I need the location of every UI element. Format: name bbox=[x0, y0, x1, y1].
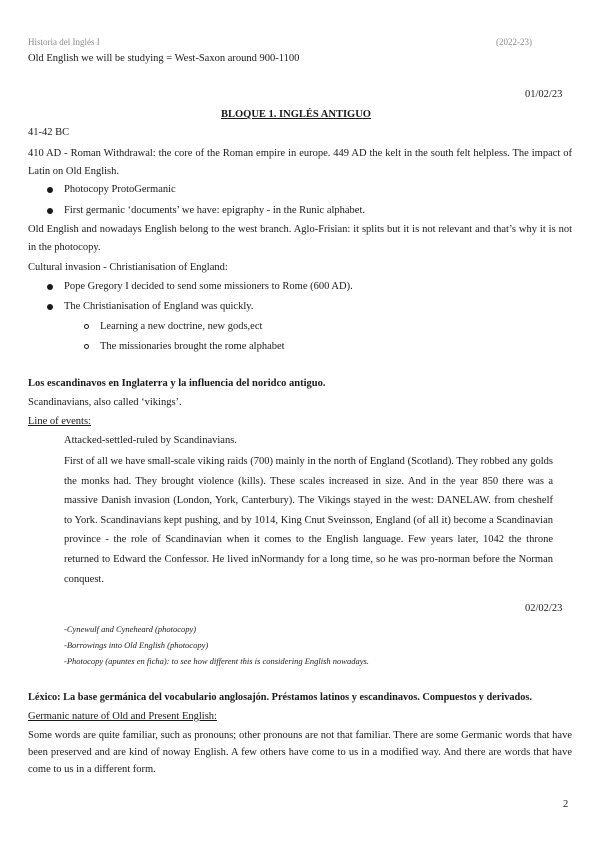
date-2: 02/02/23 bbox=[525, 603, 563, 614]
bullet-dot bbox=[47, 208, 53, 214]
bullet-item: The Christianisation of England was quickly. bbox=[64, 301, 254, 312]
branch-paragraph: Old English and nowadays English belong to the west branch. Aglo-Frisian: it splits but it is not relevant and that’s why it is not in the photocopy. bbox=[28, 224, 572, 253]
page-number: 2 bbox=[563, 799, 569, 810]
bullet-dot bbox=[47, 187, 53, 193]
bullet-item: Pope Gregory I decided to send some missioners to Rome (600 AD). bbox=[64, 281, 353, 292]
bullet-dot bbox=[47, 284, 53, 290]
cultural-line: Cultural invasion - Christianisation of England: bbox=[28, 262, 228, 273]
events-paragraph: First of all we have small-scale viking raids (700) mainly in the north of England (Scotland). They robbed any golds the monks had. They brought violence (kills). These scales increased in size. And in the year 850 there was a massive Danish invasion (London, York, Canterbury). The Vikings stayed in the west: DANELAW. from cheshelf to York. Scandinavians kept pushing, and by 1014, King Cnut Sveinsson, England (of all it) become a Scandinavian province - the role of Scandinavian when it comes to the English language. Few years later, 1042 the throne returned to Edward the Confessor. He lived inNormandy for a long time, so he was pro-norman before the Norman conquest. bbox=[64, 456, 553, 585]
bullet-dot bbox=[47, 304, 53, 310]
sub-bullet-circle bbox=[84, 324, 89, 329]
germanic-paragraph: Some words are quite familiar, such as pronouns; other pronouns are not that familiar. There are some Germanic words that have been preserved and are kind of noway English. A few others have come to us in a modified way. And there are words that have come to us in a different form. bbox=[28, 730, 572, 775]
italic-note: -Cynewulf and Cyneheard (photocopy) bbox=[64, 624, 197, 634]
bullet-item: Photocopy ProtoGermanic bbox=[64, 184, 176, 195]
sub-bullet-item: The missionaries brought the rome alphabet bbox=[100, 341, 285, 352]
sub-bullet-item: Learning a new doctrine, new gods,ect bbox=[100, 321, 263, 332]
vikings-line: Scandinavians, also called ‘vikings’. bbox=[28, 397, 182, 408]
header-right: (2022-23) bbox=[496, 37, 532, 47]
date-1: 01/02/23 bbox=[525, 89, 563, 100]
scandi-heading: Los escandinavos en Inglaterra y la influencia del noridco antiguo. bbox=[28, 378, 326, 389]
italic-note: -Borrowings into Old English (photocopy) bbox=[64, 640, 209, 650]
intro-line: Old English we will be studying = West-Saxon around 900-1100 bbox=[28, 53, 300, 64]
lexico-heading: Léxico: La base germánica del vocabulario anglosajón. Préstamos latinos y escandinavos. Compuestos y derivados. bbox=[28, 692, 532, 703]
germanic-subheading: Germanic nature of Old and Present English: bbox=[28, 711, 217, 722]
line-of-events-heading: Line of events: bbox=[28, 416, 91, 427]
roman-paragraph: 410 AD - Roman Withdrawal: the core of the Roman empire in europe. 449 AD the kelt in the south felt helpless. The impact of Latin on Old English. bbox=[28, 148, 572, 177]
bc-line: 41-42 BC bbox=[28, 127, 70, 138]
header-left: Historia del Inglés I bbox=[28, 37, 100, 47]
sub-bullet-circle bbox=[84, 344, 89, 349]
italic-note: -Photocopy (apuntes en ficha): to see how different this is considering English nowadays. bbox=[64, 656, 369, 666]
bullet-item: First germanic ‘documents’ we have: epigraphy - in the Runic alphabet. bbox=[64, 205, 366, 216]
attacked-line: Attacked-settled-ruled by Scandinavians. bbox=[64, 435, 237, 446]
section-title: BLOQUE 1. INGLÉS ANTIGUO bbox=[221, 109, 371, 120]
